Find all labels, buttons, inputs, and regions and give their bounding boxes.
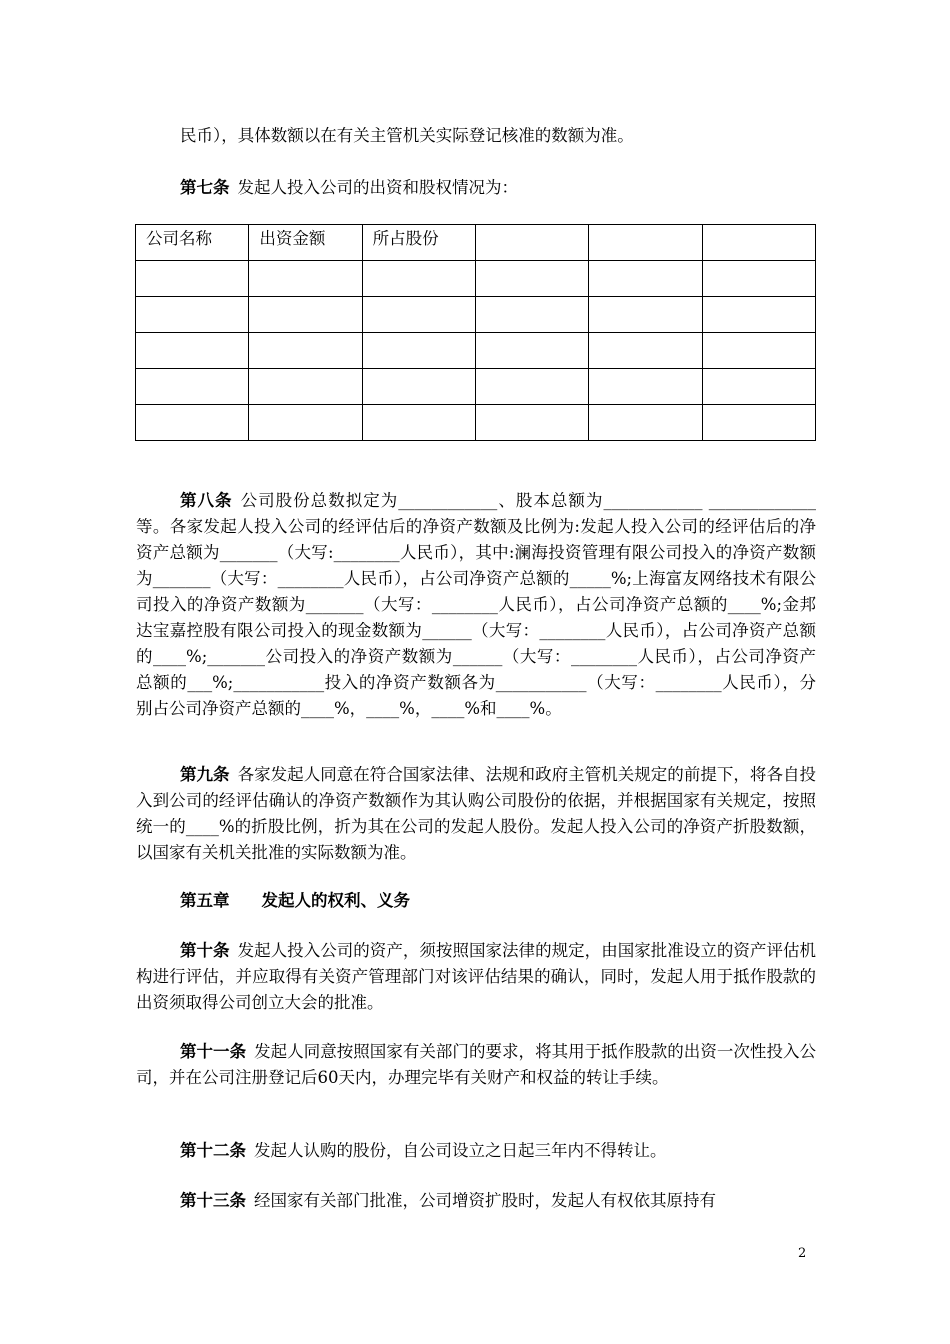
table-cell: [362, 369, 475, 405]
table-header-cell: [475, 225, 588, 261]
capital-contribution-table: [135, 224, 816, 441]
table-cell: [475, 261, 588, 297]
table-cell: [249, 405, 362, 441]
article-8-label: 第八条: [180, 491, 233, 510]
table-cell: [362, 297, 475, 333]
chapter-5-number: 第五章: [180, 891, 230, 910]
article-7-label: 第七条: [180, 178, 230, 197]
table-cell: [136, 297, 249, 333]
table-cell: [475, 369, 588, 405]
article-11-label: 第十一条: [180, 1042, 247, 1061]
table-row: [136, 405, 816, 441]
article-10-label: 第十条: [180, 941, 230, 960]
table-cell: [702, 405, 815, 441]
table-cell: [249, 333, 362, 369]
table-cell: [249, 369, 362, 405]
article-13-label: 第十三条: [180, 1191, 246, 1210]
table-cell: [136, 405, 249, 441]
table-header-cell: 所占股份: [362, 225, 475, 261]
table-header-cell: [702, 225, 815, 261]
article-13: [136, 1188, 816, 1214]
table-cell: [589, 333, 702, 369]
article-7-text: 发起人投入公司的出资和股权情况为：: [237, 178, 518, 197]
table-cell: [702, 369, 815, 405]
article-9-text: 各家发起人同意在符合国家法律、法规和政府主管机关规定的前提下，将各自投入到公司的经评估确认的净资产数额作为其认购公司股份的依据，并根据国家有关规定，按照统一的____%的折股比例，折为其在公司的发起人股份。发起人投入公司的净资产折股数额，以国家有关机关批准的实际数额为准。: [136, 765, 817, 862]
article-11: [136, 1039, 816, 1091]
article-8: [136, 488, 816, 722]
table-header-cell: 出资金额: [249, 225, 362, 261]
table-cell: [249, 297, 362, 333]
table-cell: [475, 333, 588, 369]
table-cell: [702, 261, 815, 297]
table-cell: [702, 297, 815, 333]
article-8-text: 公司股份总数拟定为____________、股本总额为____________ _____________等。各家发起人投入公司的经评估后的净资产数额及比例为:发起人投入公司的经评估后的净资产总额为_______（大写:________人民币），其中:澜海投资管理有限公司投入的净资产数额为_______（大写：________人民币），占公司净资产总额的_____%;上海富友网络技术有限公司投入的净资产数额为_______（大写：________人民币），占公司净资产总额的____%;金邦达宝嘉控股有限公司投入的现金数额为______（大写：________人民币），占公司净资产总额的____%;_______公司投入的净资产数额为______（大写：________人民币），占公司净资产总额的___%;___________投入的净资产数额各为___________（大写：________人民币），分别占公司净资产总额的____%，____%，____%和____%。: [136, 491, 816, 718]
article-13-text: 经国家有关部门批准，公司增资扩股时，发起人有权依其原持有: [254, 1191, 716, 1210]
table-cell: [362, 261, 475, 297]
table-cell: [249, 261, 362, 297]
article-11-text: 发起人同意按照国家有关部门的要求，将其用于抵作股款的出资一次性投入公司，并在公司注册登记后60天内，办理完毕有关财产和权益的转让手续。: [136, 1042, 817, 1087]
table-header-row: [136, 225, 816, 261]
article-12-label: 第十二条: [180, 1141, 246, 1160]
intro-tail-paragraph: 民币），具体数额以在有关主管机关实际登记核准的数额为准。: [180, 126, 634, 145]
article-12: [136, 1138, 816, 1164]
table-cell: [702, 333, 815, 369]
table-cell: [362, 405, 475, 441]
page-number: 2: [798, 1246, 807, 1261]
table-row: [136, 369, 816, 405]
table-cell: [136, 261, 249, 297]
table-cell: [136, 369, 249, 405]
table-row: [136, 297, 816, 333]
table-cell: [589, 369, 702, 405]
article-10: [136, 938, 816, 1016]
article-9-label: 第九条: [180, 765, 230, 784]
table-cell: [136, 333, 249, 369]
table-cell: [475, 405, 588, 441]
article-12-text: 发起人认购的股份，自公司设立之日起三年内不得转让。: [254, 1141, 667, 1160]
table-cell: [589, 405, 702, 441]
table-cell: [589, 297, 702, 333]
table-cell: [475, 297, 588, 333]
chapter-5-title: 发起人的权利、义务: [261, 891, 410, 910]
article-9: [136, 762, 816, 866]
table-row: [136, 261, 816, 297]
article-10-text: 发起人投入公司的资产，须按照国家法律的规定，由国家批准设立的资产评估机构进行评估，并应取得有关资产管理部门对该评估结果的确认，同时，发起人用于抵作股款的出资须取得公司创立大会的批准。: [136, 941, 817, 1012]
chapter-5-heading: [136, 888, 816, 914]
table-header-cell: [589, 225, 702, 261]
table-header-cell: 公司名称: [136, 225, 249, 261]
table-row: [136, 333, 816, 369]
table-cell: [362, 333, 475, 369]
article-7: [136, 175, 816, 201]
table-cell: [589, 261, 702, 297]
